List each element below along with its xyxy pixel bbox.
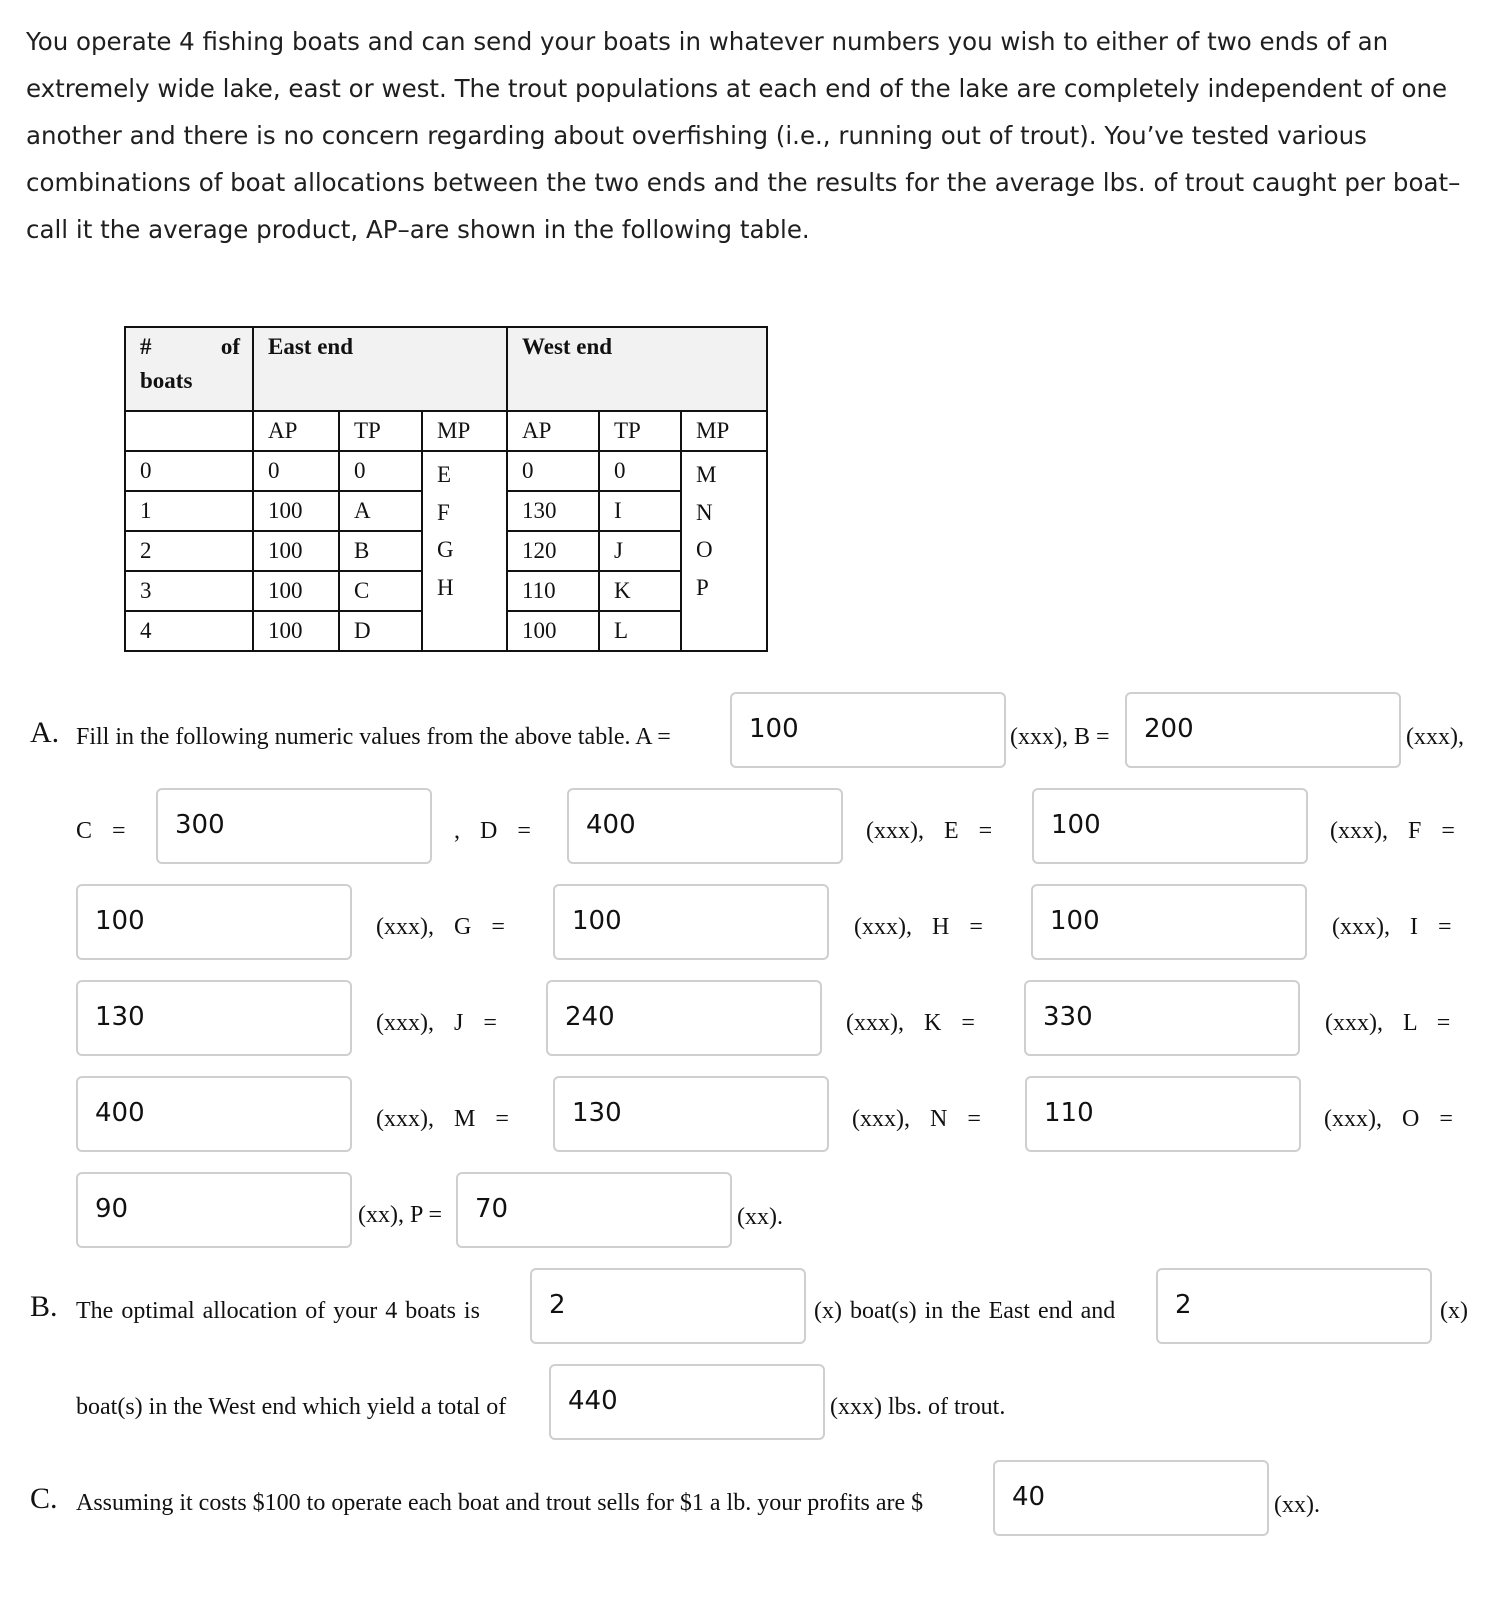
east-ap-cell: 0 [253, 451, 339, 491]
west-ap-cell: 120 [507, 531, 599, 571]
west-ap-cell: 0 [507, 451, 599, 491]
label-after-e: (xxx), F = [1330, 818, 1455, 844]
part-b-prompt: The optimal allocation of your 4 boats is [76, 1298, 480, 1324]
answer-e-field[interactable]: 100 [1032, 788, 1308, 864]
east-end-header: East end [253, 327, 507, 411]
part-c-prompt: Assuming it costs $100 to operate each boat and trout sells for $1 a lb. your profits are $ [76, 1490, 924, 1516]
east-ap-cell: 100 [253, 531, 339, 571]
answer-p-field[interactable]: 70 [456, 1172, 732, 1248]
label-after-l: (xxx), M = [376, 1106, 509, 1132]
part-a-letter: A. [30, 716, 60, 749]
west-end-header: West end [507, 327, 767, 411]
west-ap-cell: 130 [507, 491, 599, 531]
answer-d-field[interactable]: 400 [567, 788, 843, 864]
col-header: AP [507, 411, 599, 451]
answer-o-field[interactable]: 90 [76, 1172, 352, 1248]
boats-cell: 0 [125, 451, 253, 491]
answer-l-field[interactable]: 400 [76, 1076, 352, 1152]
label-after-c: , D = [454, 818, 531, 844]
label-after-i: (xxx), J = [376, 1010, 497, 1036]
label-after-total: (xxx) lbs. of trout. [830, 1394, 1006, 1420]
east-ap-cell: 100 [253, 571, 339, 611]
label-after-east: (x) boat(s) in the East end and [814, 1298, 1116, 1324]
label-after-j: (xxx), K = [846, 1010, 975, 1036]
east-tp-cell: 0 [339, 451, 422, 491]
boats-cell: 4 [125, 611, 253, 651]
boats-header: # of boats [125, 327, 253, 411]
answer-g-field[interactable]: 100 [553, 884, 829, 960]
boats-cell: 3 [125, 571, 253, 611]
label-after-k: (xxx), L = [1325, 1010, 1451, 1036]
answer-b-field[interactable]: 200 [1125, 692, 1401, 768]
label-after-profit: (xx). [1274, 1492, 1320, 1518]
answer-west-boats-field[interactable]: 2 [1156, 1268, 1432, 1344]
boats-cell: 2 [125, 531, 253, 571]
answer-total-lbs-field[interactable]: 440 [549, 1364, 825, 1440]
label-after-west: (x) [1440, 1298, 1468, 1324]
east-ap-cell: 100 [253, 611, 339, 651]
col-header: MP [681, 411, 767, 451]
answer-h-field[interactable]: 100 [1031, 884, 1307, 960]
label-after-g: (xxx), H = [854, 914, 983, 940]
answer-m-field[interactable]: 130 [553, 1076, 829, 1152]
east-tp-cell: C [339, 571, 422, 611]
answer-east-boats-field[interactable]: 2 [530, 1268, 806, 1344]
west-mp-cell: M N O P [681, 451, 767, 651]
col-header: TP [339, 411, 422, 451]
east-tp-cell: B [339, 531, 422, 571]
answer-f-field[interactable]: 100 [76, 884, 352, 960]
label-after-b: (xxx), [1406, 724, 1464, 750]
col-header: AP [253, 411, 339, 451]
label-after-n: (xxx), O = [1324, 1106, 1453, 1132]
label-after-d: (xxx), E = [866, 818, 993, 844]
west-ap-cell: 100 [507, 611, 599, 651]
west-tp-cell: I [599, 491, 681, 531]
label-after-m: (xxx), N = [852, 1106, 981, 1132]
west-tp-cell: K [599, 571, 681, 611]
east-tp-cell: D [339, 611, 422, 651]
boat-allocation-table [124, 326, 768, 652]
west-tp-cell: J [599, 531, 681, 571]
answer-i-field[interactable]: 130 [76, 980, 352, 1056]
answer-k-field[interactable]: 330 [1024, 980, 1300, 1056]
label-c: C = [76, 818, 126, 844]
label-after-h: (xxx), I = [1332, 914, 1452, 940]
answer-a-field[interactable]: 100 [730, 692, 1006, 768]
part-b-line2: boat(s) in the West end which yield a total of [76, 1394, 507, 1420]
part-b-letter: B. [30, 1290, 58, 1323]
part-a-prompt: Fill in the following numeric values from the above table. A = [76, 724, 671, 750]
answer-j-field[interactable]: 240 [546, 980, 822, 1056]
east-mp-cell: E F G H [422, 451, 507, 651]
west-tp-cell: 0 [599, 451, 681, 491]
col-header: TP [599, 411, 681, 451]
label-after-p: (xx). [737, 1204, 783, 1230]
problem-intro: You operate 4 fishing boats and can send your boats in whatever numbers you wish to either of two ends of an extremely wide lake, east or west. The trout populations at each end of the lake are completely independent of one another and there is no concern regarding about overfishing (i.e., running out of trout). You’ve tested various combinations of boat allocations between the two ends and the results for the average lbs. of trout caught per boat–call it the average product, AP–are shown in the following table. [26, 27, 1461, 244]
west-tp-cell: L [599, 611, 681, 651]
east-ap-cell: 100 [253, 491, 339, 531]
label-after-o: (xx), P = [358, 1202, 442, 1228]
answer-c-field[interactable]: 300 [156, 788, 432, 864]
answer-profit-field[interactable]: 40 [993, 1460, 1269, 1536]
east-tp-cell: A [339, 491, 422, 531]
blank-cell [125, 411, 253, 451]
answer-n-field[interactable]: 110 [1025, 1076, 1301, 1152]
col-header: MP [422, 411, 507, 451]
boats-cell: 1 [125, 491, 253, 531]
label-after-f: (xxx), G = [376, 914, 505, 940]
part-c-letter: C. [30, 1482, 58, 1515]
west-ap-cell: 110 [507, 571, 599, 611]
label-after-a: (xxx), B = [1010, 724, 1110, 750]
